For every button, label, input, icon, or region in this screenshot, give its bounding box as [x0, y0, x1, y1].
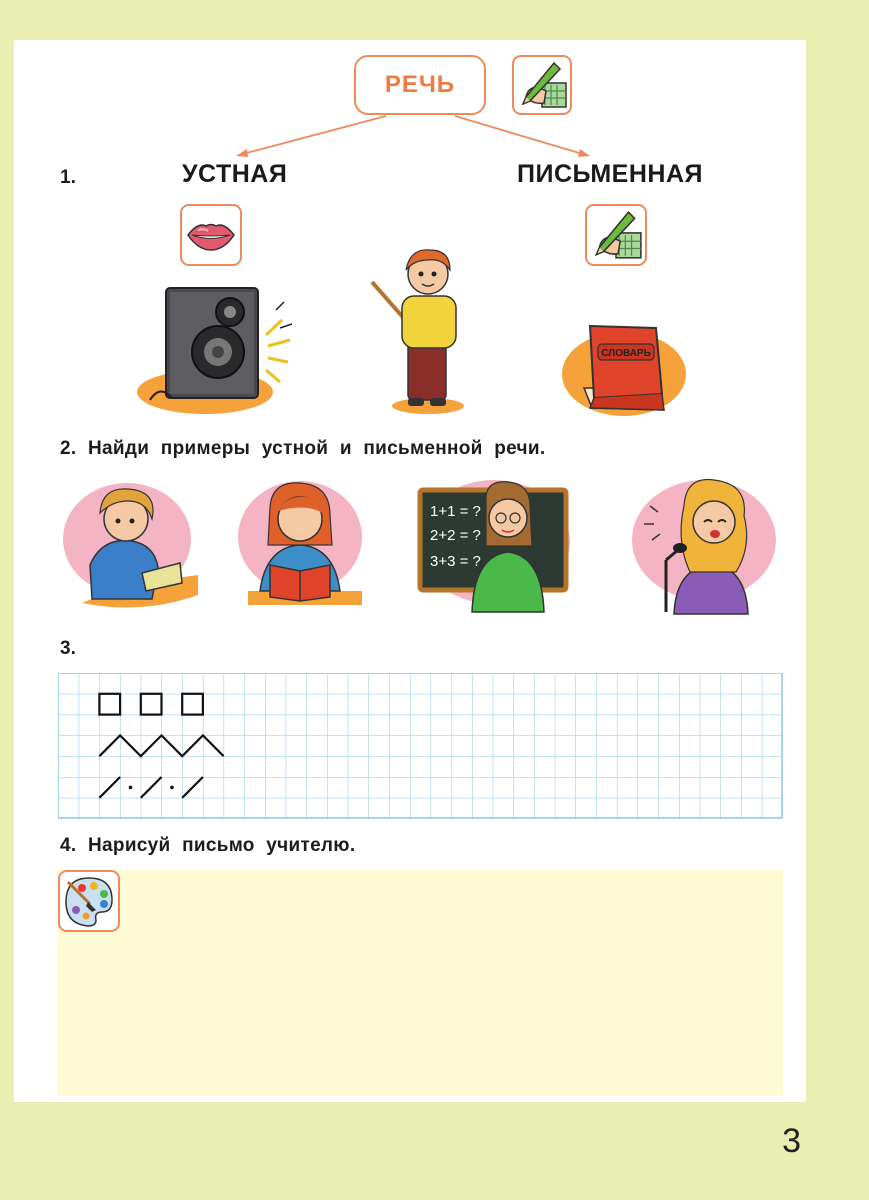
page-number: 3 — [782, 1122, 801, 1160]
palette-icon — [60, 872, 118, 930]
girl-reading-picture — [236, 475, 366, 610]
blackboard-line-3: 3+3 = ? — [430, 553, 481, 570]
boy-reading-picture — [62, 475, 202, 615]
page-title: РЕЧЬ — [384, 71, 456, 98]
task2-instruction: 2. Найди примеры устной и письменной речи. — [60, 438, 546, 459]
oral-speech-label: УСТНАЯ — [182, 160, 288, 188]
oral-icon-box — [180, 204, 242, 266]
singer-picture — [628, 476, 778, 616]
written-icon-box — [585, 204, 647, 266]
book-title: СЛОВАРЬ — [601, 348, 651, 359]
grid-paper — [58, 673, 783, 819]
task1-number: 1. — [60, 167, 76, 188]
task3-number: 3. — [60, 638, 76, 659]
speaker-picture — [130, 280, 300, 415]
written-speech-label: ПИСЬМЕННАЯ — [517, 160, 703, 188]
drawing-area[interactable] — [58, 870, 783, 1096]
pencil-hand-icon — [587, 206, 645, 264]
branch-arrows — [0, 0, 869, 200]
boy-with-pointer-picture — [368, 240, 468, 415]
palette-icon-box — [58, 870, 120, 932]
blackboard-line-1: 1+1 = ? — [430, 503, 481, 520]
blackboard-line-2: 2+2 = ? — [430, 527, 481, 544]
dictionary-picture — [560, 318, 690, 418]
lips-icon — [182, 206, 240, 264]
teacher-at-blackboard-picture — [412, 476, 572, 614]
task4-instruction: 4. Нарисуй письмо учителю. — [60, 835, 356, 856]
